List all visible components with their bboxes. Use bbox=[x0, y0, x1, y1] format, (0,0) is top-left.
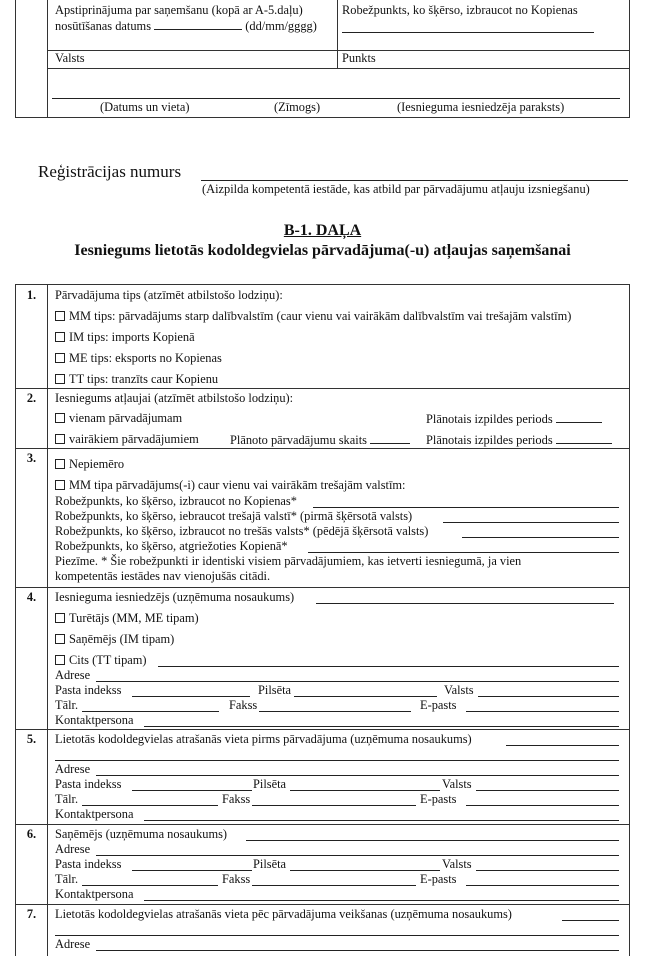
s6-name-field[interactable] bbox=[246, 840, 619, 841]
s5-fax-field[interactable] bbox=[252, 805, 416, 806]
signature-line[interactable] bbox=[52, 98, 620, 99]
confirm-date-field[interactable] bbox=[154, 18, 242, 30]
transport-type-tt[interactable]: TT tips: tranzīts caur Kopienu bbox=[55, 372, 218, 387]
planned-count: Plānoto pārvadājumu skaits bbox=[230, 432, 410, 448]
registration-note: (Aizpilda kompetentā iestāde, kas atbild par pārvadājumu atļauju izsniegšanu) bbox=[202, 182, 590, 196]
border-exit-community: Robežpunkts, ko šķērso, izbraucot no Kopienas* bbox=[55, 494, 297, 508]
confirm-label: Apstiprinājuma par saņemšanu (kopā ar A-5.daļu) bbox=[55, 3, 303, 17]
s5-email-label: E-pasts bbox=[420, 792, 457, 806]
s4-address-field[interactable] bbox=[96, 681, 619, 682]
stamp-caption: (Zīmogs) bbox=[274, 100, 321, 114]
s5-postcode-field[interactable] bbox=[132, 790, 252, 791]
country-label: Valsts bbox=[55, 51, 85, 65]
section-2-number: 2. bbox=[26, 391, 37, 405]
s6-phone-field[interactable] bbox=[82, 885, 218, 886]
s4-email-field[interactable] bbox=[466, 711, 619, 712]
section-3-note: Piezīme. * Šie robežpunkti ir identiski visiem pārvadājumiem, kas ietverti iesniegumā, ja vien bbox=[55, 554, 522, 568]
s6-postcode-field[interactable] bbox=[132, 870, 252, 871]
s6-city-label: Pilsēta bbox=[253, 857, 287, 871]
s7-name-field-2[interactable] bbox=[55, 935, 619, 936]
border-exit-label: Robežpunkts, ko šķērso, izbraucot no Kopienas bbox=[342, 3, 578, 17]
single-shipment-option[interactable]: vienam pārvadājumam bbox=[55, 411, 182, 426]
s4-city-label: Pilsēta bbox=[258, 683, 292, 697]
section-7-number: 7. bbox=[26, 907, 37, 921]
s6-address-label: Adrese bbox=[55, 842, 91, 856]
section-6-title: Saņēmējs (uzņēmuma nosaukums) bbox=[55, 827, 228, 841]
date-place-caption: (Datums un vieta) bbox=[100, 100, 190, 114]
s7-address-field[interactable] bbox=[96, 950, 619, 951]
s5-fax-label: Fakss bbox=[222, 792, 251, 806]
s5-name-field[interactable] bbox=[506, 745, 619, 746]
section-7-title: Lietotās kodoldegvielas atrašanās vieta pēc pārvadājuma veikšanas (uzņēmuma nosaukums) bbox=[55, 907, 512, 921]
section-5-title: Lietotās kodoldegvielas atrašanās vieta pirms pārvadājuma (uzņēmuma nosaukums) bbox=[55, 732, 472, 746]
s6-fax-label: Fakss bbox=[222, 872, 251, 886]
s7-address-label: Adrese bbox=[55, 937, 91, 951]
part-heading: B-1. DAĻA bbox=[283, 222, 362, 239]
s4-postcode-field[interactable] bbox=[132, 696, 250, 697]
s6-country-field[interactable] bbox=[476, 870, 619, 871]
s6-contact-field[interactable] bbox=[144, 900, 619, 901]
checkbox-icon[interactable] bbox=[55, 311, 65, 321]
section-4-title: Iesnieguma iesniedzējs (uzņēmuma nosaukums) bbox=[55, 590, 295, 604]
s6-phone-label: Tālr. bbox=[55, 872, 79, 886]
s5-city-label: Pilsēta bbox=[253, 777, 287, 791]
s4-phone-label: Tālr. bbox=[55, 698, 79, 712]
s5-postcode-label: Pasta indekss bbox=[55, 777, 122, 791]
not-applicable-option[interactable]: Nepiemēro bbox=[55, 457, 124, 472]
s5-country-label: Valsts bbox=[442, 777, 472, 791]
consignee-option[interactable]: Saņēmējs (IM tipam) bbox=[55, 632, 174, 647]
s7-name-field[interactable] bbox=[562, 920, 619, 921]
section-4-number: 4. bbox=[26, 590, 37, 604]
registration-label: Reģistrācijas numurs bbox=[38, 162, 182, 181]
confirm-date-label: nosūtīšanas datums (dd/mm/gggg) bbox=[55, 19, 317, 33]
border-return-community-field[interactable] bbox=[308, 552, 619, 553]
section-6-number: 6. bbox=[26, 827, 37, 841]
application-table bbox=[15, 284, 630, 956]
form-title: Iesniegums lietotās kodoldegvielas pārvadājuma(-u) atļaujas saņemšanai bbox=[74, 242, 571, 259]
holder-option[interactable]: Turētājs (MM, ME tipam) bbox=[55, 611, 199, 626]
planned-period-2: Plānotais izpildes periods bbox=[426, 432, 612, 448]
checkbox-icon[interactable] bbox=[55, 480, 65, 490]
s5-phone-field[interactable] bbox=[82, 805, 218, 806]
border-exit-third-field[interactable] bbox=[462, 537, 619, 538]
point-label: Punkts bbox=[342, 51, 376, 65]
checkbox-icon[interactable] bbox=[55, 413, 65, 423]
s4-address-label: Adrese bbox=[55, 668, 91, 682]
checkbox-icon[interactable] bbox=[55, 459, 65, 469]
s6-city-field[interactable] bbox=[290, 870, 440, 871]
checkbox-icon[interactable] bbox=[55, 613, 65, 623]
s6-contact-label: Kontaktpersona bbox=[55, 887, 134, 901]
border-enter-third: Robežpunkts, ko šķērso, iebraucot trešajā valstī* (pirmā šķērsotā valsts) bbox=[55, 509, 413, 523]
s5-name-field-2[interactable] bbox=[55, 760, 619, 761]
border-enter-third-field[interactable] bbox=[443, 522, 619, 523]
s5-address-field[interactable] bbox=[96, 775, 619, 776]
s4-contact-field[interactable] bbox=[144, 726, 619, 727]
section-2-title: Iesniegums atļaujai (atzīmēt atbilstošo lodziņu): bbox=[55, 391, 294, 405]
section-1-number: 1. bbox=[26, 288, 37, 302]
mm-third-country-option[interactable]: MM tipa pārvadājums(-i) caur vienu vai vairākām trešajām valstīm: bbox=[55, 478, 406, 493]
s6-email-field[interactable] bbox=[466, 885, 619, 886]
s4-country-label: Valsts bbox=[444, 683, 474, 697]
s6-postcode-label: Pasta indekss bbox=[55, 857, 122, 871]
checkbox-icon[interactable] bbox=[55, 634, 65, 644]
s6-email-label: E-pasts bbox=[420, 872, 457, 886]
section-3-note-2: kompetentās iestādes nav vienojušās citādi. bbox=[55, 569, 271, 583]
transport-type-im[interactable]: IM tips: imports Kopienā bbox=[55, 330, 195, 345]
checkbox-icon[interactable] bbox=[55, 374, 65, 384]
s4-fax-field[interactable] bbox=[259, 711, 411, 712]
border-return-community: Robežpunkts, ko šķērso, atgriežoties Kopienā* bbox=[55, 539, 288, 553]
s4-contact-label: Kontaktpersona bbox=[55, 713, 134, 727]
s4-fax-label: Fakss bbox=[229, 698, 258, 712]
checkbox-icon[interactable] bbox=[55, 332, 65, 342]
s4-postcode-label: Pasta indekss bbox=[55, 683, 122, 697]
planned-period-1: Plānotais izpildes periods bbox=[426, 411, 602, 427]
s4-city-field[interactable] bbox=[294, 696, 437, 697]
s6-country-label: Valsts bbox=[442, 857, 472, 871]
section-1-title: Pārvadājuma tips (atzīmēt atbilstošo lodziņu): bbox=[55, 288, 283, 302]
s6-fax-field[interactable] bbox=[252, 885, 416, 886]
s5-contact-field[interactable] bbox=[144, 820, 619, 821]
s5-address-label: Adrese bbox=[55, 762, 91, 776]
s5-contact-label: Kontaktpersona bbox=[55, 807, 134, 821]
checkbox-icon[interactable] bbox=[55, 655, 65, 665]
multiple-shipments-option[interactable]: vairākiem pārvadājumiem bbox=[55, 432, 199, 447]
s4-phone-field[interactable] bbox=[82, 711, 219, 712]
section-5-number: 5. bbox=[26, 732, 37, 746]
registration-number-field[interactable] bbox=[201, 180, 628, 181]
border-exit-community-field[interactable] bbox=[313, 507, 619, 508]
s5-phone-label: Tālr. bbox=[55, 792, 79, 806]
checkbox-icon[interactable] bbox=[55, 353, 65, 363]
s6-address-field[interactable] bbox=[96, 855, 619, 856]
other-field[interactable] bbox=[158, 666, 619, 667]
s5-email-field[interactable] bbox=[466, 805, 619, 806]
border-exit-field[interactable] bbox=[342, 32, 594, 33]
dispatch-confirmation-block bbox=[15, 0, 630, 118]
transport-type-me[interactable]: ME tips: eksports no Kopienas bbox=[55, 351, 222, 366]
other-option[interactable]: Cits (TT tipam) bbox=[55, 653, 147, 668]
s5-country-field[interactable] bbox=[476, 790, 619, 791]
s4-country-field[interactable] bbox=[478, 696, 619, 697]
transport-type-mm[interactable]: MM tips: pārvadājums starp dalībvalstīm (caur vienu vai vairākām dalībvalstīm vai trešajām valstīm) bbox=[55, 309, 571, 324]
applicant-name-field[interactable] bbox=[316, 603, 614, 604]
checkbox-icon[interactable] bbox=[55, 434, 65, 444]
signature-caption: (Iesnieguma iesniedzēja paraksts) bbox=[397, 100, 565, 114]
s4-email-label: E-pasts bbox=[420, 698, 457, 712]
section-3-number: 3. bbox=[26, 451, 37, 465]
s5-city-field[interactable] bbox=[290, 790, 440, 791]
border-exit-third: Robežpunkts, ko šķērso, izbraucot no trešās valsts* (pēdējā šķērsotā valsts) bbox=[55, 524, 429, 538]
